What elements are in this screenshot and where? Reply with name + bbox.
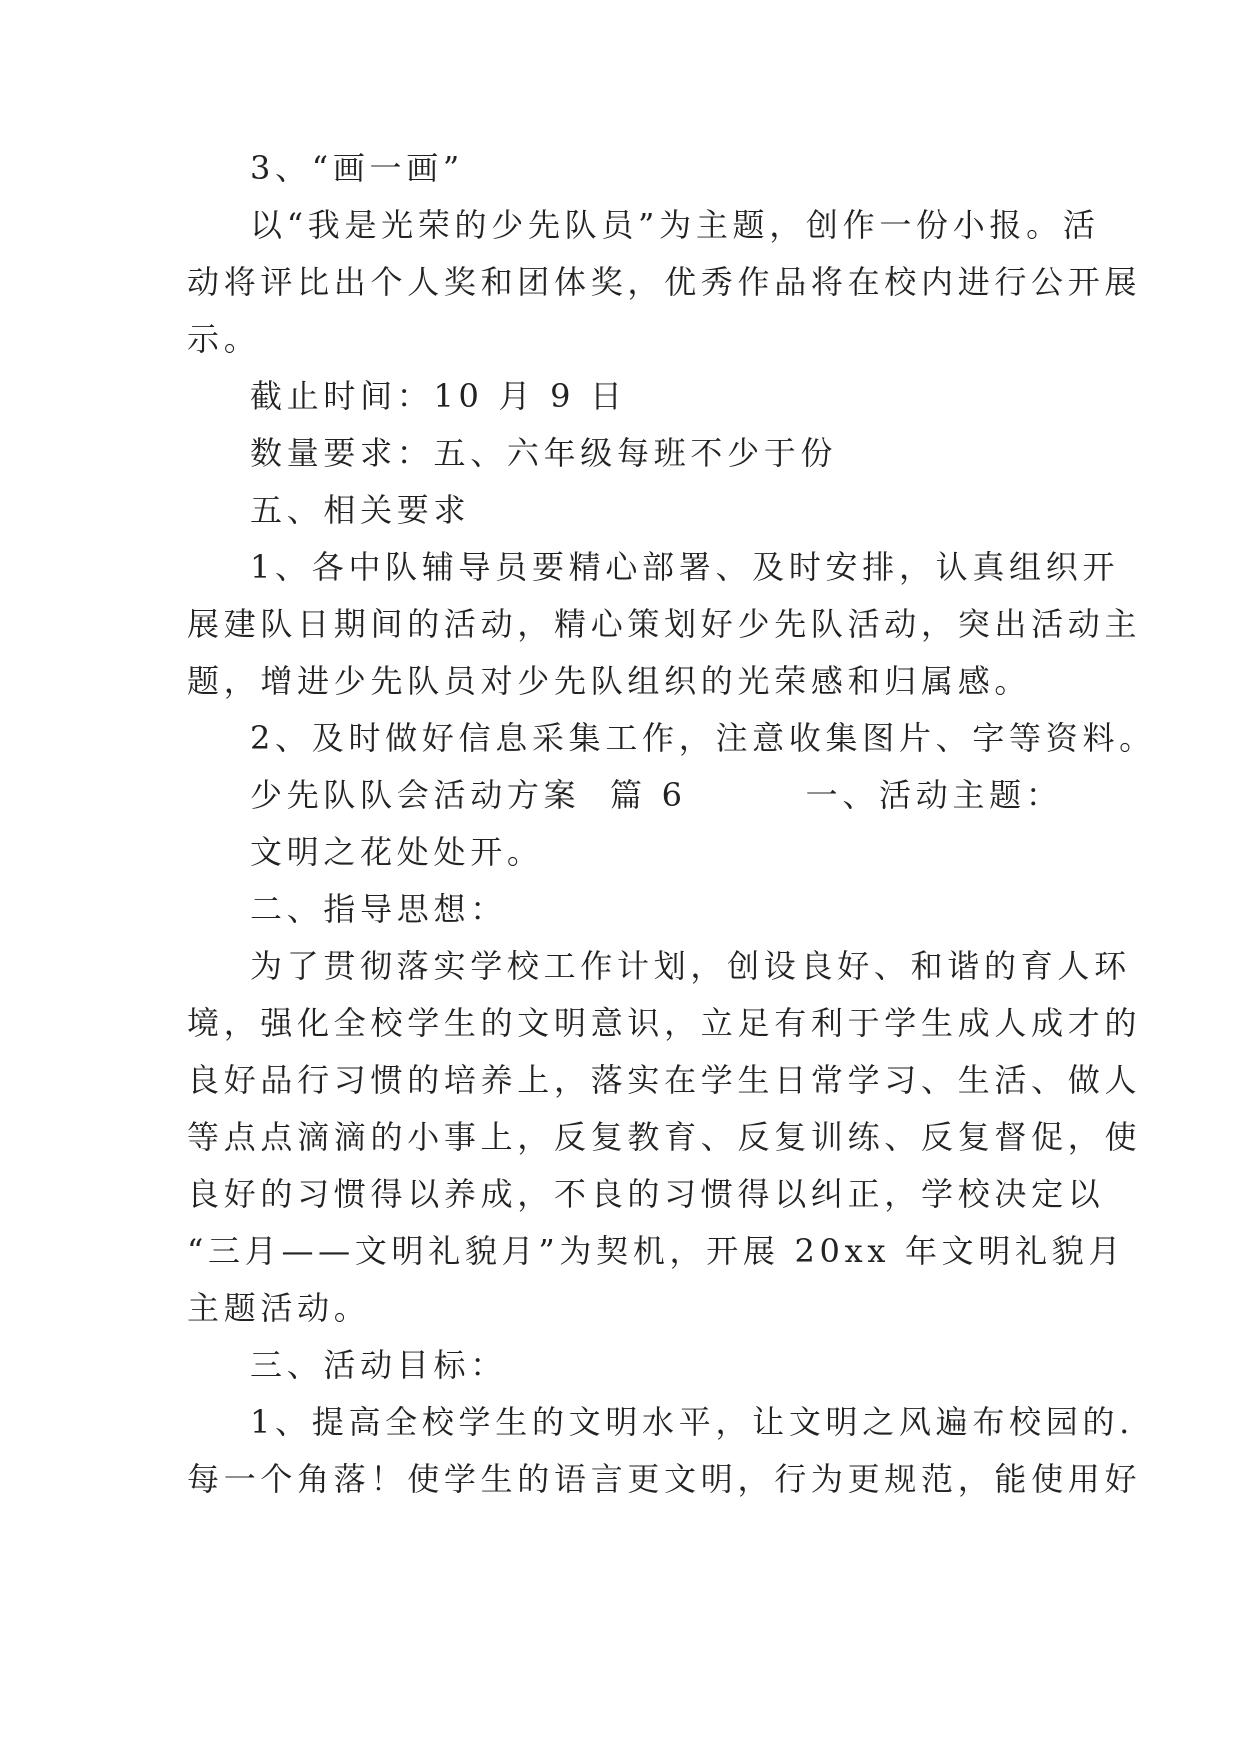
text-line: 展建队日期间的活动，精心策划好少先队活动，突出活动主	[187, 605, 1142, 643]
text-line: 五、相关要求	[250, 491, 471, 529]
text-line: 示。	[187, 320, 261, 358]
text-line: 良好品行习惯的培养上，落实在学生日常学习、生活、做人	[187, 1061, 1142, 1099]
text-line: 动将评比出个人奖和团体奖，优秀作品将在校内进行公开展	[187, 263, 1142, 301]
text-line: 主题活动。	[187, 1289, 371, 1327]
text-line: 1、提高全校学生的文明水平，让文明之风遍布校园的.	[250, 1403, 1135, 1441]
text-line: 2、及时做好信息采集工作，注意收集图片、字等资料。	[250, 719, 1156, 757]
text-line: 1、各中队辅导员要精心部署、及时安排，认真组织开	[250, 548, 1120, 586]
text-line: 数量要求：五、六年级每班不少于份	[250, 434, 838, 472]
text-line: 以“我是光荣的少先队员”为主题，创作一份小报。活	[250, 206, 1100, 244]
text-line: 二、指导思想：	[250, 890, 507, 928]
text-line: 良好的习惯得以养成，不良的习惯得以纠正，学校决定以	[187, 1175, 1105, 1213]
text-line: 文明之花处处开。	[250, 833, 544, 871]
text-line: 题，增进少先队员对少先队组织的光荣感和归属感。	[187, 662, 1032, 700]
text-line: 等点点滴滴的小事上，反复教育、反复训练、反复督促，使	[187, 1118, 1142, 1156]
text-line: 每一个角落！使学生的语言更文明，行为更规范，能使用好	[187, 1460, 1142, 1498]
text-line: 为了贯彻落实学校工作计划，创设良好、和谐的育人环	[250, 947, 1131, 985]
text-line: 境，强化全校学生的文明意识，立足有利于学生成人成才的	[187, 1004, 1142, 1042]
text-line: 少先队队会活动方案 篇 6 一、活动主题：	[250, 776, 1063, 814]
text-line: “三月——文明礼貌月”为契机，开展 20xx 年文明礼貌月	[187, 1232, 1126, 1270]
text-line: 三、活动目标：	[250, 1346, 507, 1384]
text-line: 截止时间：10 月 9 日	[250, 377, 627, 415]
text-line: 3、“画一画”	[250, 149, 464, 187]
